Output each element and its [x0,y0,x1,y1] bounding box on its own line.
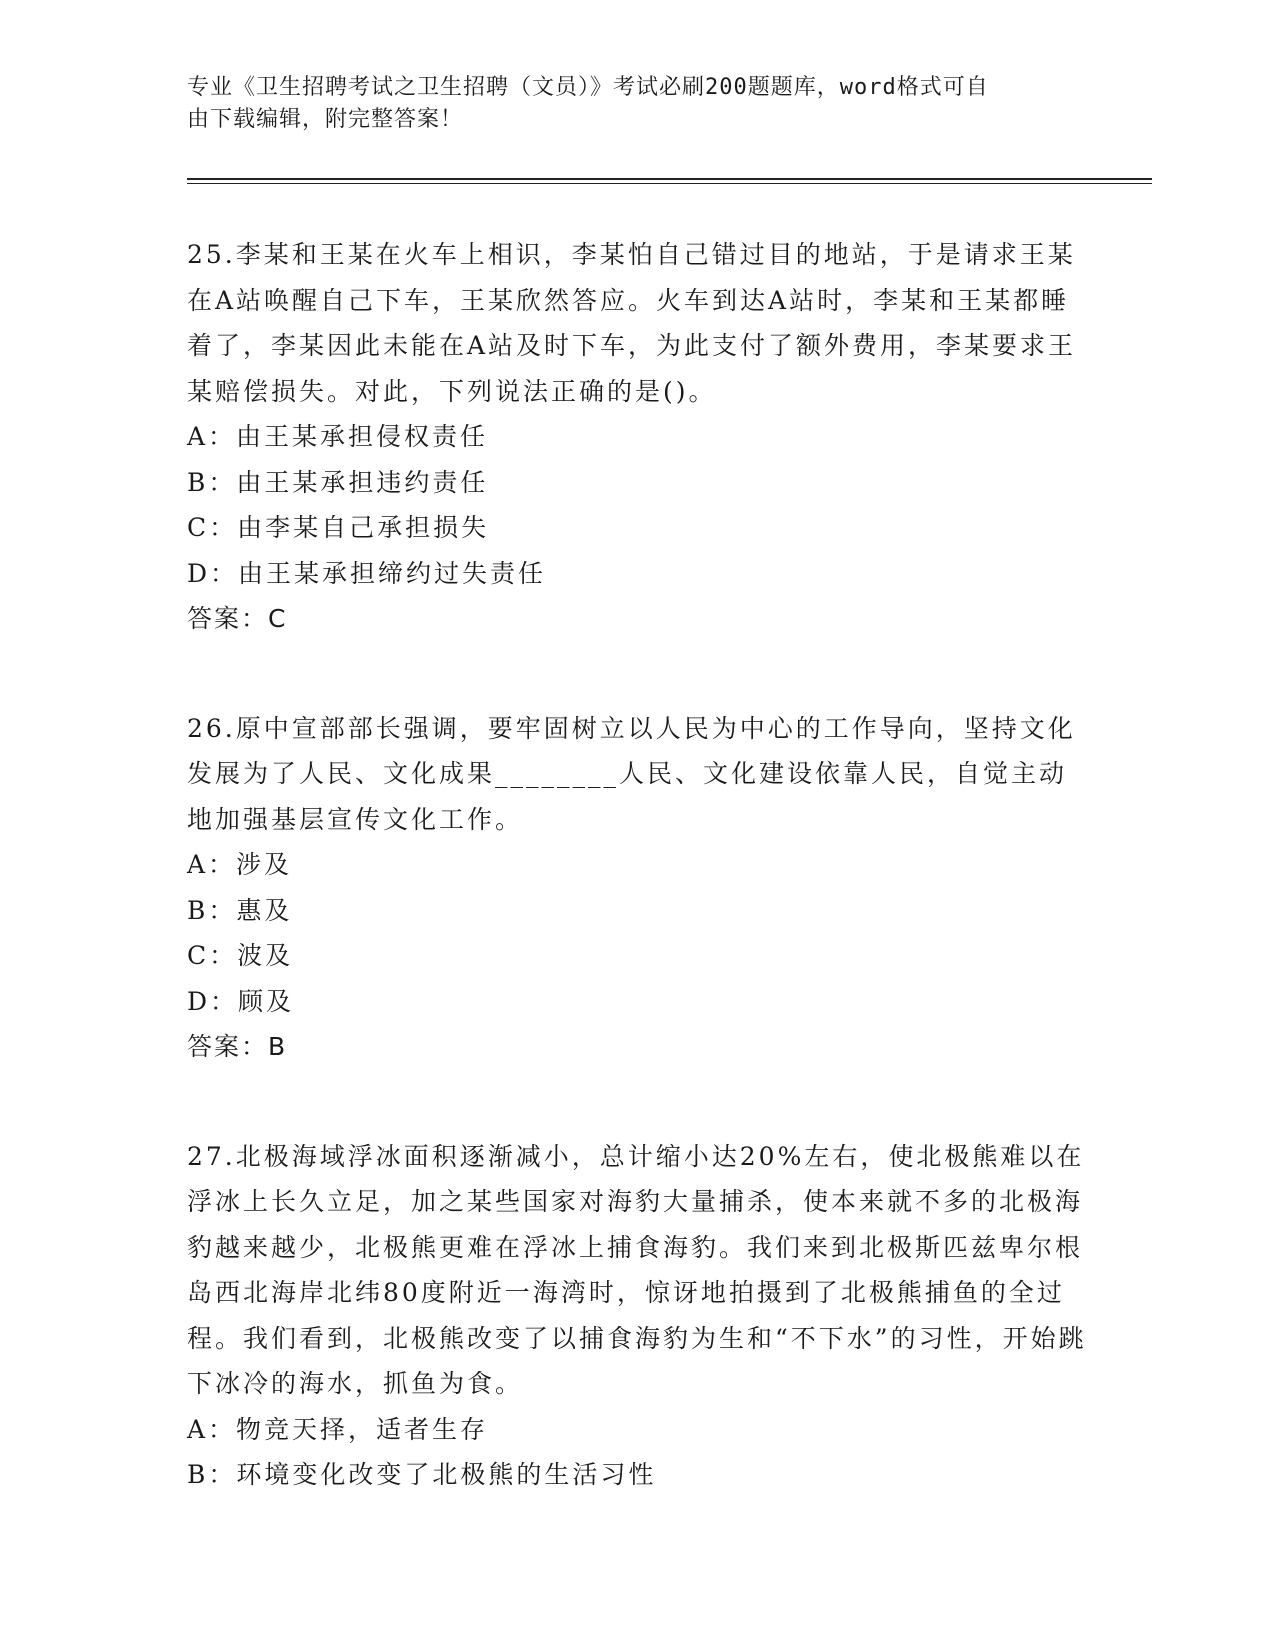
option-c: C：由李某自己承担损失 [187,513,490,542]
question-25 [187,232,1087,642]
option-d: D：由王某承担缔约过失责任 [187,558,547,588]
header-line-1: 专业《卫生招聘考试之卫生招聘（文员）》考试必刷200题题库，word格式可自 [187,75,989,100]
option-b: B：惠及 [187,895,293,925]
option-a: A：由王某承担侵权责任 [187,422,489,451]
header-line-2: 由下载编辑，附完整答案！ [187,107,464,132]
document-header [187,72,1067,136]
question-stem: 25.李某和王某在火车上相识，李某怕自己错过目的地站，于是请求王某在A站唤醒自己下车，王某欣然答应。火车到达A站时，李某和王某都睡着了，李某因此未能在A站及时下车，为此支付了额外费用，李某要求王某赔偿损失。对此，下列说法正确的是()。 [187,240,1077,406]
question-list [187,232,1087,1498]
question-27 [187,1134,1087,1498]
option-d: D：顾及 [187,986,295,1016]
question-26 [187,706,1087,1070]
option-c: C：波及 [187,941,294,970]
header-divider-thin [187,183,1152,184]
header-divider-thick [187,178,1152,180]
question-stem: 26.原中宣部部长强调，要牢固树立以人民为中心的工作导向，坚持文化发展为了人民、文化成果________人民、文化建设依靠人民，自觉主动地加强基层宣传文化工作。 [187,713,1076,834]
option-a: A：物竞天择，适者生存 [187,1414,489,1444]
question-stem: 27.北极海域浮冰面积逐渐减小，总计缩小达20%左右，使北极熊难以在浮冰上长久立足，加之某些国家对海豹大量捕杀，使本来就不多的北极海豹越来越少，北极熊更难在浮冰上捕食海豹。我们来到北极斯匹兹卑尔根岛西北海岸北纬80度附近一海湾时，惊讶地拍摄到了北极熊捕鱼的全过程。我们看到，北极熊改变了以捕食海豹为生和“不下水”的习性，开始跳下冰冷的海水，抓鱼为食。 [187,1141,1087,1398]
option-b: B：环境变化改变了北极熊的生活习性 [187,1460,657,1489]
option-a: A：涉及 [187,850,293,879]
answer-line: 答案：C [187,604,288,633]
answer-line: 答案：B [187,1032,288,1061]
option-b: B：由王某承担违约责任 [187,467,489,497]
